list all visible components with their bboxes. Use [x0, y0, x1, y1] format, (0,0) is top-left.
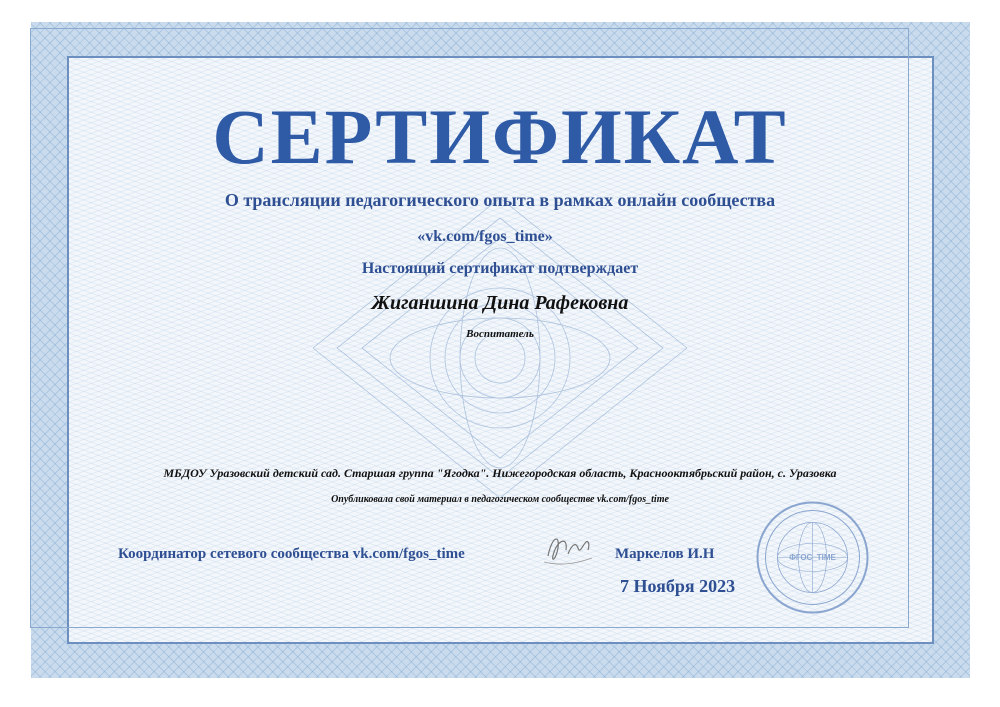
- subtitle-line: О трансляции педагогического опыта в рамках онлайн сообщества: [224, 190, 776, 210]
- certificate-title: СЕРТИФИКАТ: [212, 93, 788, 180]
- signer-name: Маркелов И.Н: [615, 546, 715, 562]
- published-note: Опубликовала свой материал в педагогическом сообществе vk.com/fgos_time: [331, 494, 669, 505]
- community-link: «vk.com/fgos_time»: [417, 228, 553, 245]
- signature-icon: [540, 526, 595, 571]
- recipient-name: Жиганшина Дина Рафековна: [371, 292, 629, 314]
- recipient-position: Воспитатель: [466, 328, 534, 340]
- confirmation-line: Настоящий сертификат подтверждает: [361, 260, 639, 277]
- organization-line: МБДОУ Уразовский детский сад. Старшая группа "Ягодка". Нижегородская область, Краснооктябрьский район, с. Уразовка: [163, 466, 837, 480]
- issue-date: 7 Ноября 2023: [620, 576, 736, 596]
- svg-text:ФГОС_TIME: ФГОС_TIME: [789, 553, 836, 562]
- coordinator-label: Координатор сетевого сообщества vk.com/fgos_time: [118, 546, 465, 562]
- seal-stamp: [755, 500, 870, 615]
